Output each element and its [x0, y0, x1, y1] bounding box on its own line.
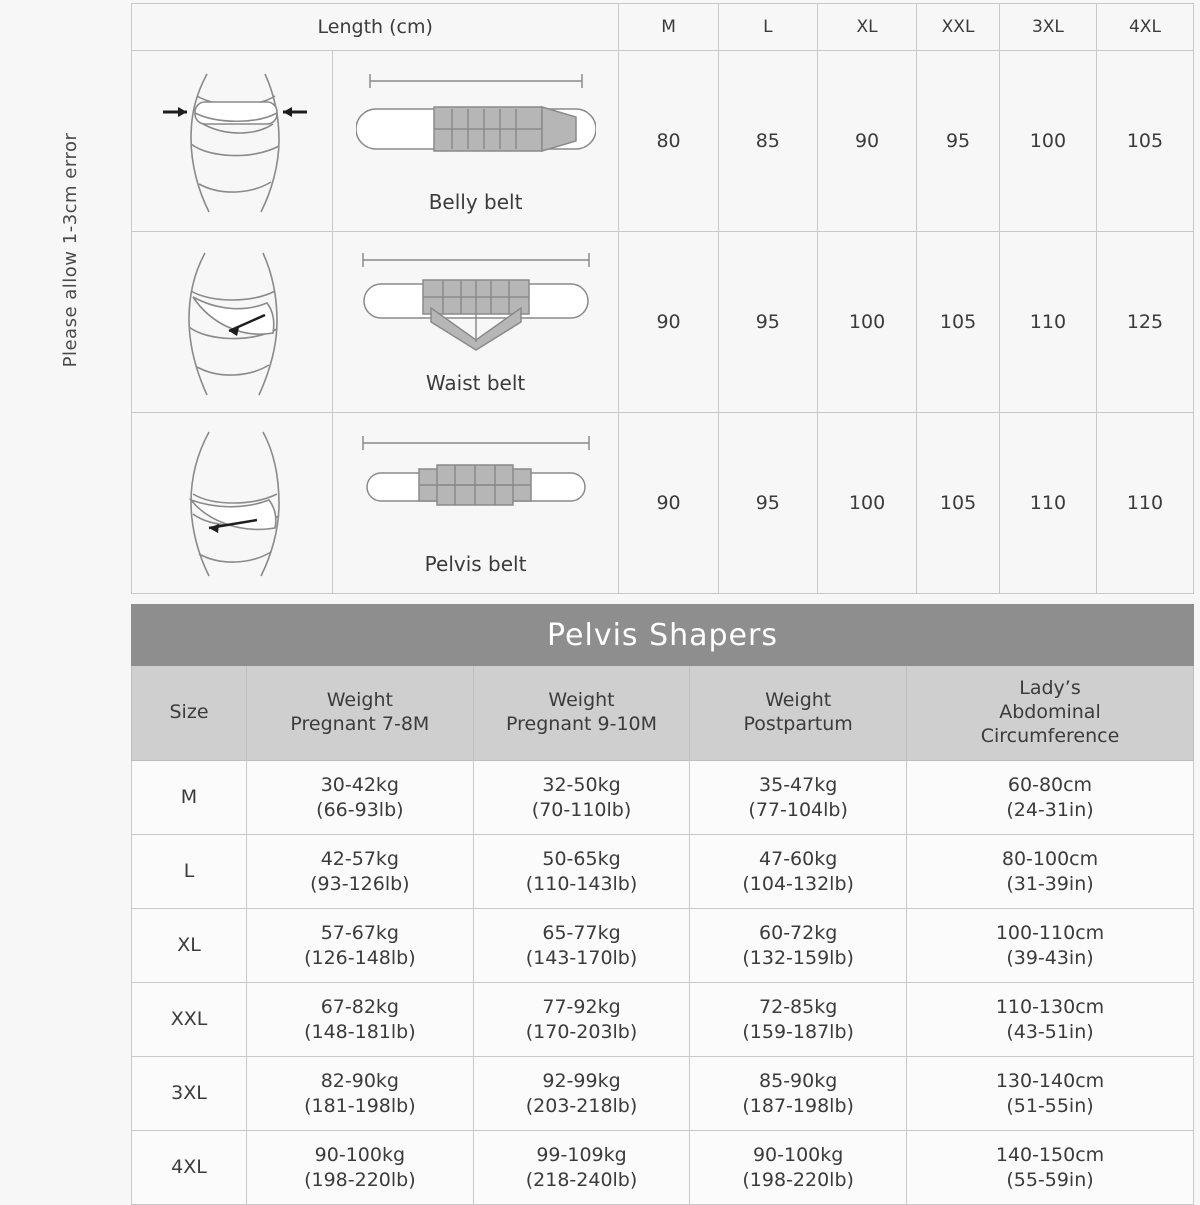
cell-3xl-weight-9-10m-kg: 92-99kg	[542, 1069, 621, 1092]
belly-belt-label: Belly belt	[428, 190, 523, 214]
waist-belt-body-diagram-cell	[132, 232, 333, 413]
pelvis-belt-body-diagram	[132, 439, 332, 567]
cell-m-weight-9-10m	[473, 761, 690, 835]
cell-xl-weight-7-8m	[247, 909, 474, 983]
length-table	[131, 3, 1194, 594]
cell-4xl-weight-7-8m	[247, 1131, 474, 1205]
belly-belt-length-l: 85	[718, 51, 817, 232]
cell-l-weight-9-10m-kg: 50-65kg	[542, 847, 621, 870]
table-row	[132, 1131, 1194, 1205]
cell-xxl-abdominal-cm: 110-130cm	[995, 995, 1105, 1018]
length-header-size-3xl: 3XL	[999, 4, 1096, 51]
cell-xxl-weight-9-10m-kg: 77-92kg	[542, 995, 621, 1018]
cell-l-abdominal-in: (31-39in)	[1006, 872, 1094, 895]
cell-xl-weight-9-10m-lb: (143-170lb)	[525, 946, 638, 969]
cell-l-weight-postpartum-lb: (104-132lb)	[742, 872, 854, 895]
cell-l-weight-9-10m-lb: (110-143lb)	[525, 872, 638, 895]
belly-belt-product-cell	[332, 51, 619, 232]
pelvis-belt-product-cell	[332, 413, 619, 594]
cell-4xl-weight-7-8m-kg: 90-100kg	[314, 1143, 406, 1166]
table-row	[132, 983, 1194, 1057]
cell-xl-abdominal	[906, 909, 1193, 983]
cell-4xl-abdominal	[906, 1131, 1193, 1205]
table-row	[132, 413, 1194, 594]
cell-m-abdominal-cm: 60-80cm	[1007, 773, 1093, 796]
page-title: Pelvis Shapers	[132, 605, 1194, 666]
row-size-xxl: XXL	[132, 983, 247, 1057]
pelvis-belt-label: Pelvis belt	[424, 552, 527, 576]
waist-belt-length-xxl: 105	[917, 232, 1000, 413]
belly-belt-body-diagram-cell	[132, 51, 333, 232]
cell-m-weight-9-10m-kg: 32-50kg	[542, 773, 621, 796]
cell-4xl-weight-9-10m-lb: (218-240lb)	[525, 1168, 638, 1191]
cell-l-abdominal-cm: 80-100cm	[1001, 847, 1099, 870]
cell-xxl-weight-9-10m	[473, 983, 690, 1057]
cell-l-abdominal	[906, 835, 1193, 909]
cell-xxl-weight-7-8m-lb: (148-181lb)	[304, 1020, 416, 1043]
cell-l-weight-7-8m	[247, 835, 474, 909]
cell-xxl-weight-postpartum	[690, 983, 907, 1057]
row-size-xl: XL	[132, 909, 247, 983]
cell-3xl-weight-7-8m-lb: (181-198lb)	[304, 1094, 416, 1117]
belly-belt-length-xxl: 95	[917, 51, 1000, 232]
header-weight-pregnant-9-10m-line2: Pregnant 9-10M	[506, 713, 658, 735]
table-row	[132, 761, 1194, 835]
header-weight-pregnant-7-8m-line1: Weight	[326, 689, 393, 712]
cell-4xl-weight-9-10m	[473, 1131, 690, 1205]
cell-xl-abdominal-cm: 100-110cm	[995, 921, 1105, 944]
cell-xxl-weight-postpartum-lb: (159-187lb)	[742, 1020, 854, 1043]
header-weight-postpartum-line1: Weight	[765, 689, 832, 712]
belly-belt-length-4xl: 105	[1096, 51, 1193, 232]
header-size: Size	[132, 666, 247, 761]
cell-xl-weight-postpartum-kg: 60-72kg	[759, 921, 838, 944]
length-header-size-l: L	[718, 4, 817, 51]
cell-3xl-abdominal-cm: 130-140cm	[995, 1069, 1105, 1092]
length-header-label: Length (cm)	[132, 4, 619, 51]
table-row	[132, 909, 1194, 983]
header-weight-pregnant-9-10m-line1: Weight	[548, 689, 615, 712]
cell-m-weight-postpartum	[690, 761, 907, 835]
cell-xl-weight-7-8m-lb: (126-148lb)	[304, 946, 416, 969]
cell-l-weight-postpartum	[690, 835, 907, 909]
cell-3xl-weight-9-10m-lb: (203-218lb)	[525, 1094, 638, 1117]
cell-3xl-abdominal-in: (51-55in)	[1006, 1094, 1094, 1117]
cell-l-weight-postpartum-kg: 47-60kg	[759, 847, 838, 870]
pelvis-belt-product-diagram	[339, 422, 613, 550]
header-abdominal-circumference	[906, 666, 1193, 761]
length-table-header-row	[132, 4, 1194, 51]
length-header-size-m: M	[619, 4, 718, 51]
header-weight-postpartum-line2: Postpartum	[743, 713, 853, 735]
cell-xl-abdominal-in: (39-43in)	[1006, 946, 1094, 969]
cell-4xl-abdominal-in: (55-59in)	[1006, 1168, 1094, 1191]
row-size-3xl: 3XL	[132, 1057, 247, 1131]
pelvis-belt-length-3xl: 110	[999, 413, 1096, 594]
pelvis-shapers-title-row	[132, 605, 1194, 666]
cell-3xl-weight-postpartum-lb: (187-198lb)	[742, 1094, 854, 1117]
table-row	[132, 51, 1194, 232]
belly-belt-product-diagram	[339, 60, 613, 188]
cell-4xl-weight-postpartum-lb: (198-220lb)	[742, 1168, 854, 1191]
pelvis-shapers-header-row	[132, 666, 1194, 761]
cell-3xl-weight-7-8m	[247, 1057, 474, 1131]
cell-xxl-abdominal	[906, 983, 1193, 1057]
waist-belt-length-4xl: 125	[1096, 232, 1193, 413]
cell-xl-weight-7-8m-kg: 57-67kg	[320, 921, 399, 944]
belly-belt-length-xl: 90	[817, 51, 916, 232]
header-weight-pregnant-9-10m	[473, 666, 690, 761]
waist-belt-length-xl: 100	[817, 232, 916, 413]
belly-belt-body-diagram	[132, 77, 332, 205]
cell-3xl-weight-9-10m	[473, 1057, 690, 1131]
pelvis-shapers-table	[131, 604, 1194, 1205]
waist-belt-length-m: 90	[619, 232, 718, 413]
belly-belt-length-m: 80	[619, 51, 718, 232]
length-header-size-xxl: XXL	[917, 4, 1000, 51]
cell-3xl-weight-postpartum	[690, 1057, 907, 1131]
row-size-4xl: 4XL	[132, 1131, 247, 1205]
cell-xxl-abdominal-in: (43-51in)	[1006, 1020, 1094, 1043]
table-row	[132, 232, 1194, 413]
cell-4xl-weight-postpartum	[690, 1131, 907, 1205]
cell-xxl-weight-7-8m	[247, 983, 474, 1057]
header-abdominal-line2: Abdominal	[999, 701, 1101, 724]
cell-m-abdominal	[906, 761, 1193, 835]
cell-l-weight-9-10m	[473, 835, 690, 909]
cell-l-weight-7-8m-kg: 42-57kg	[320, 847, 399, 870]
pelvis-belt-length-4xl: 110	[1096, 413, 1193, 594]
pelvis-belt-length-l: 95	[718, 413, 817, 594]
pelvis-belt-body-diagram-cell	[132, 413, 333, 594]
waist-belt-length-l: 95	[718, 232, 817, 413]
waist-belt-product-diagram	[339, 241, 613, 369]
header-weight-pregnant-7-8m-line2: Pregnant 7-8M	[290, 713, 430, 735]
waist-belt-product-cell	[332, 232, 619, 413]
cell-xxl-weight-9-10m-lb: (170-203lb)	[525, 1020, 638, 1043]
table-row	[132, 1057, 1194, 1131]
cell-m-weight-9-10m-lb: (70-110lb)	[531, 798, 632, 821]
waist-belt-length-3xl: 110	[999, 232, 1096, 413]
pelvis-belt-length-xl: 100	[817, 413, 916, 594]
header-weight-postpartum	[690, 666, 907, 761]
row-size-m: M	[132, 761, 247, 835]
cell-3xl-weight-7-8m-kg: 82-90kg	[320, 1069, 399, 1092]
cell-xl-weight-postpartum-lb: (132-159lb)	[742, 946, 854, 969]
cell-xl-weight-9-10m-kg: 65-77kg	[542, 921, 621, 944]
cell-xl-weight-9-10m	[473, 909, 690, 983]
cell-3xl-weight-postpartum-kg: 85-90kg	[759, 1069, 838, 1092]
cell-4xl-weight-7-8m-lb: (198-220lb)	[304, 1168, 416, 1191]
cell-3xl-abdominal	[906, 1057, 1193, 1131]
cell-m-weight-7-8m-kg: 30-42kg	[320, 773, 399, 796]
table-row	[132, 835, 1194, 909]
cell-xl-weight-postpartum	[690, 909, 907, 983]
length-header-size-xl: XL	[817, 4, 916, 51]
header-abdominal-line3: Circumference	[980, 724, 1120, 747]
cell-xxl-weight-7-8m-kg: 67-82kg	[320, 995, 399, 1018]
cell-m-weight-postpartum-lb: (77-104lb)	[748, 798, 848, 821]
error-tolerance-note: Please allow 1-3cm error	[60, 132, 81, 368]
belly-belt-length-3xl: 100	[999, 51, 1096, 232]
pelvis-belt-length-m: 90	[619, 413, 718, 594]
row-size-l: L	[132, 835, 247, 909]
cell-4xl-weight-9-10m-kg: 99-109kg	[536, 1143, 627, 1166]
waist-belt-body-diagram	[132, 258, 332, 386]
length-header-size-4xl: 4XL	[1096, 4, 1193, 51]
cell-xxl-weight-postpartum-kg: 72-85kg	[759, 995, 838, 1018]
header-abdominal-line1: Lady’s	[1019, 677, 1081, 700]
cell-l-weight-7-8m-lb: (93-126lb)	[310, 872, 410, 895]
waist-belt-label: Waist belt	[425, 371, 526, 395]
pelvis-belt-length-xxl: 105	[917, 413, 1000, 594]
cell-m-weight-postpartum-kg: 35-47kg	[759, 773, 838, 796]
cell-4xl-abdominal-cm: 140-150cm	[995, 1143, 1105, 1166]
cell-4xl-weight-postpartum-kg: 90-100kg	[752, 1143, 844, 1166]
header-weight-pregnant-7-8m	[247, 666, 474, 761]
cell-m-abdominal-in: (24-31in)	[1006, 798, 1094, 821]
cell-m-weight-7-8m-lb: (66-93lb)	[316, 798, 404, 821]
cell-m-weight-7-8m	[247, 761, 474, 835]
